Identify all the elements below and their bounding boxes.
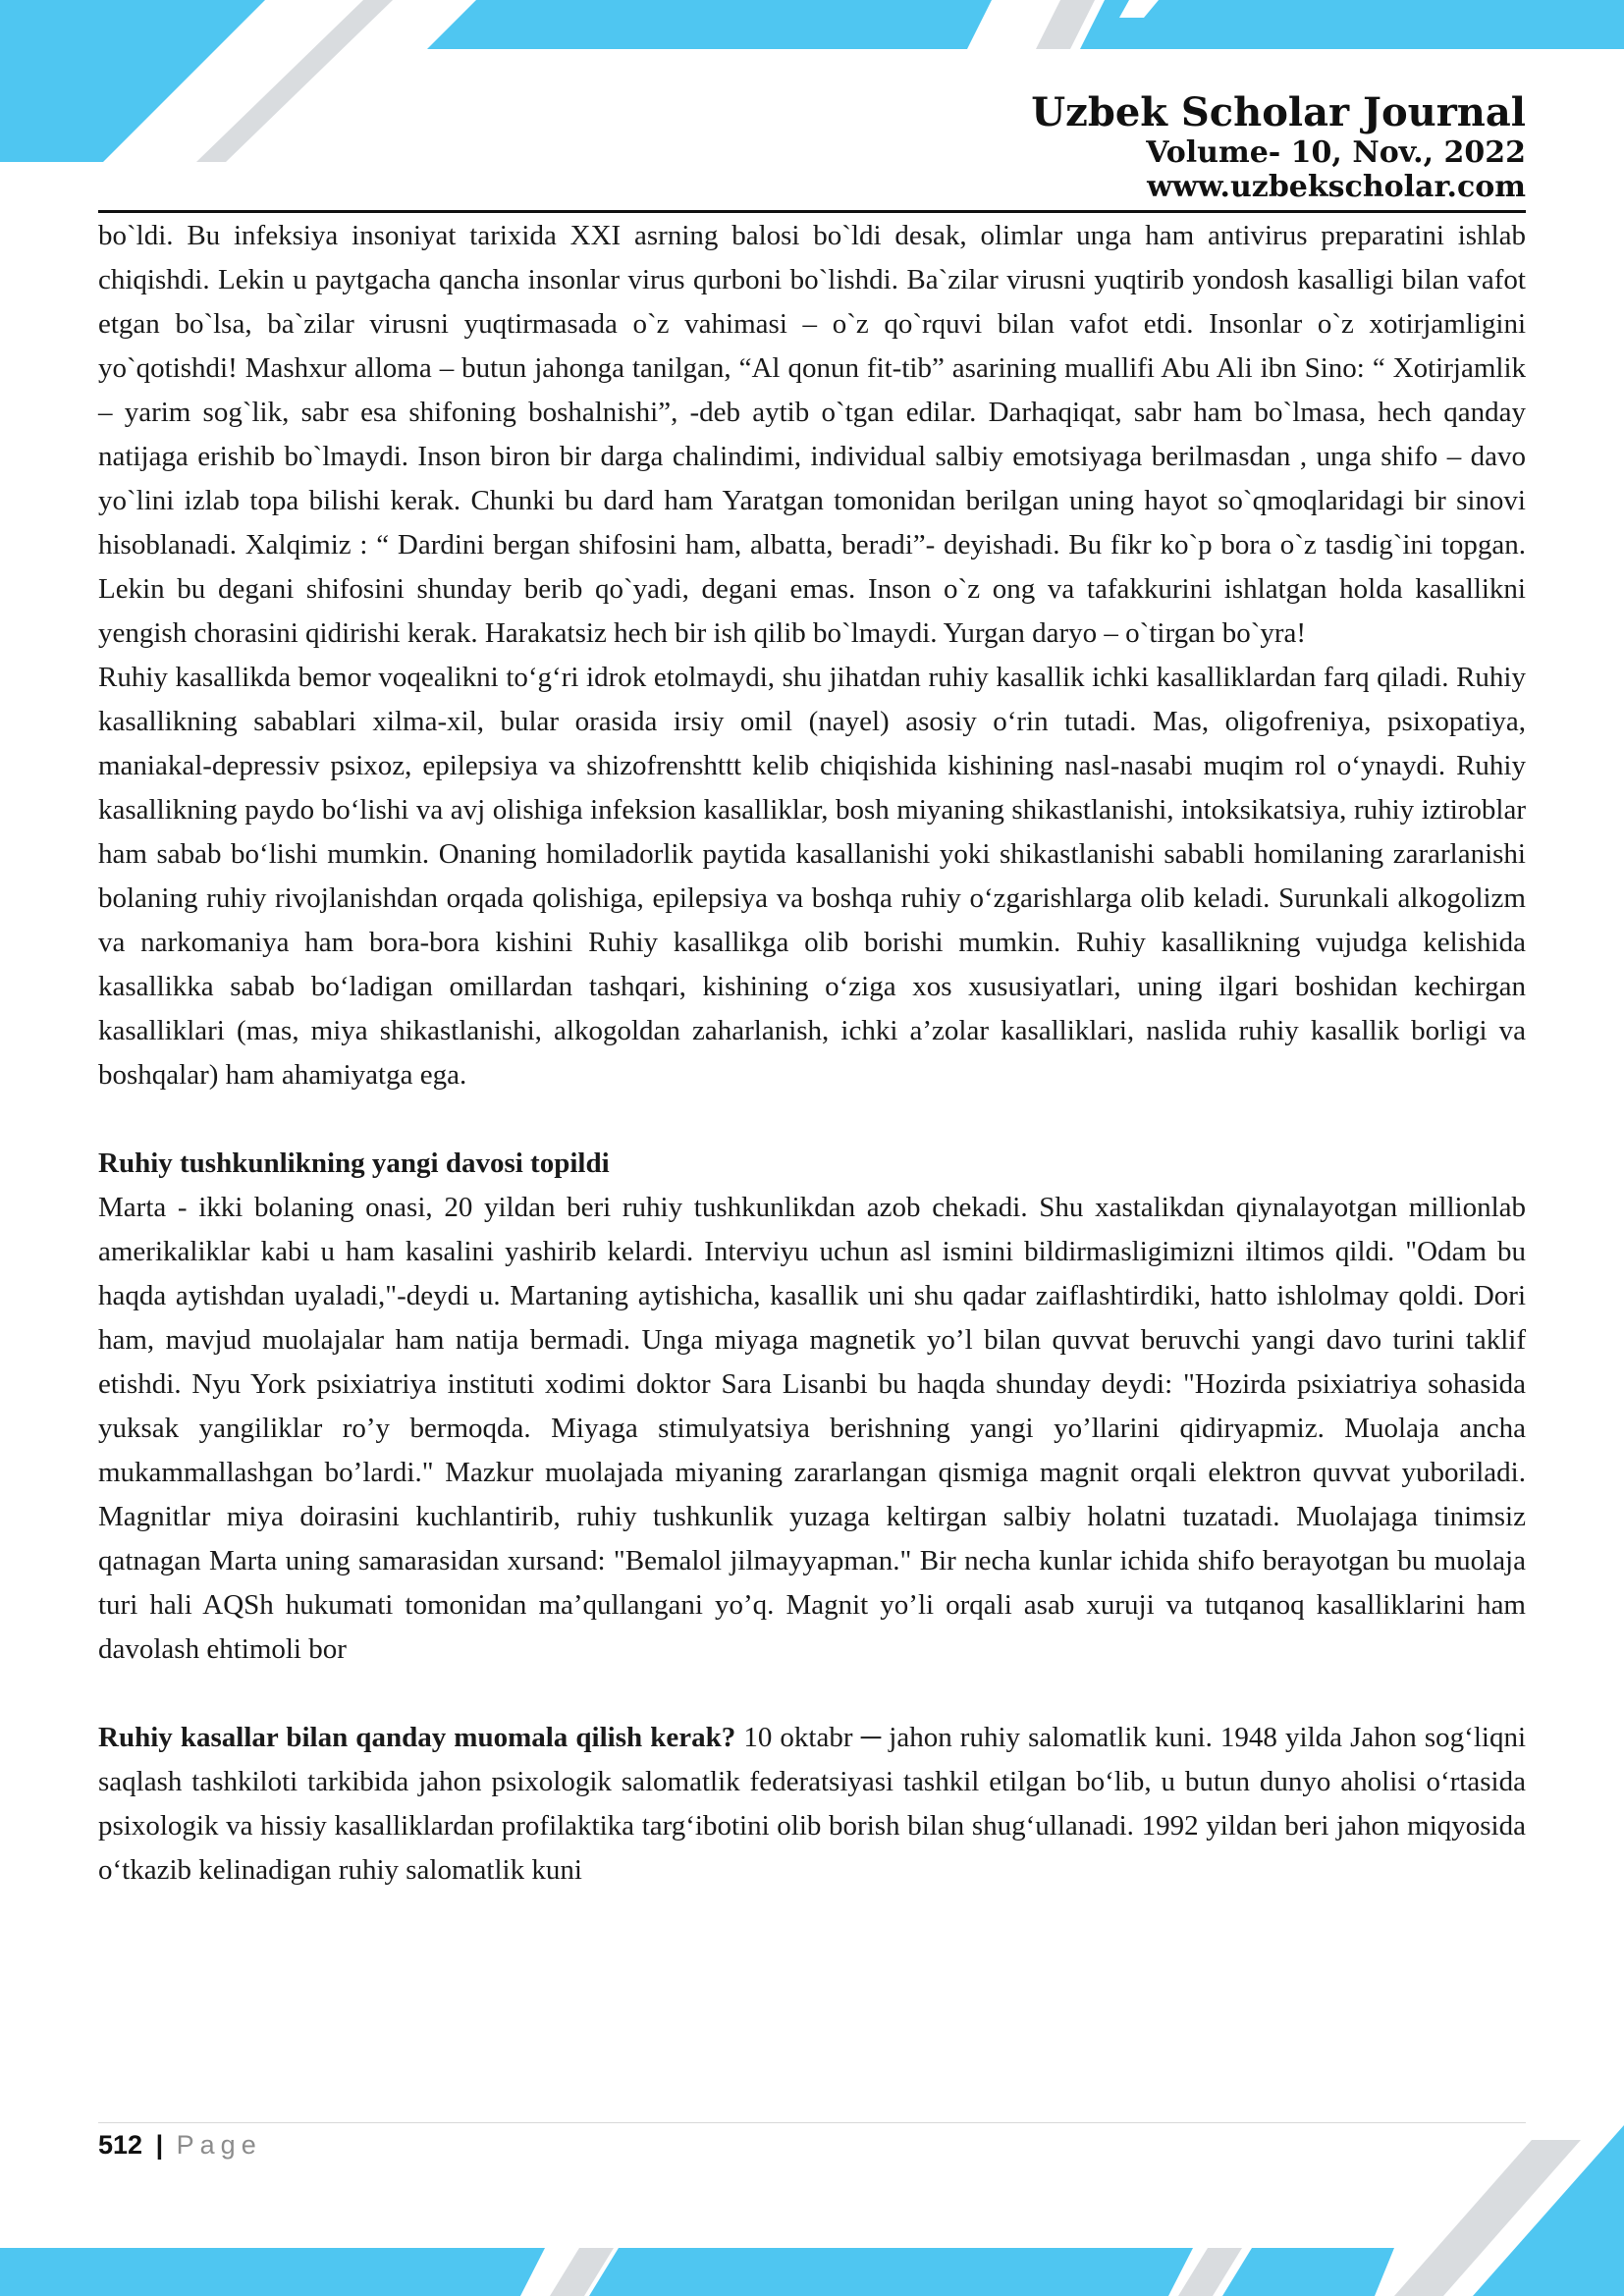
- page-number: 512: [98, 2130, 143, 2160]
- footer-divider: [98, 2122, 1526, 2123]
- paragraph-mental-illness: Ruhiy kasallikda bemor voqealikni toʻgʻri idrok etolmaydi, shu jihatdan ruhiy kasallik ichki kasalliklardan farq qiladi. Ruhiy kasallikning sabablari xilma-xil, bular orasida irsiy omil (nayel) asosiy oʻrin tutadi. Mas, oligofreniya, psixopatiya, maniakal-depressiv psixoz, epilepsiya va shizofrenshttt kelib chiqishida kishining nasl-nasabi muqim rol oʻynaydi. Ruhiy kasallikning paydo boʻlishi va avj olishiga infeksion kasalliklar, bosh miyaning shikastlanishi, intoksikatsiya, ruhiy iztiroblar ham sabab boʻlishi mumkin. Onaning homiladorlik paytida kasallanishi yoki shikastlanishi sababli homilaning zararlanishi bolaning ruhiy rivojlanishdan orqada qolishiga, epilepsiya va boshqa ruhiy oʻzgarishlarga olib keladi. Surunkali alkogolizm va narkomaniya ham bora-bora kishini Ruhiy kasallikga olib borishi mumkin. Ruhiy kasallikning vujudga kelishida kasallikka sabab boʻladigan omillardan tashqari, kishining oʻziga xos xususiyatlari, uning ilgari boshidan kechirgan kasalliklari (mas, miya shikastlanishi, alkogoldan zaharlanish, ichki aʼzolar kasalliklari, naslida ruhiy kasallik borligi va boshqalar) ham ahamiyatga ega.: [98, 662, 1526, 1091]
- header-divider: [98, 210, 1526, 213]
- section-heading-new-treatment: Ruhiy tushkunlikning yangi davosi topildi: [98, 1148, 610, 1179]
- journal-title: Uzbek Scholar Journal: [1031, 89, 1526, 135]
- page-label: Page: [176, 2130, 262, 2160]
- page-footer: [98, 2128, 262, 2162]
- journal-url[interactable]: www.uzbekscholar.com: [1147, 170, 1526, 204]
- journal-volume: Volume- 10, Nov., 2022: [1146, 135, 1526, 170]
- paragraph-new-treatment: Marta - ikki bolaning onasi, 20 yildan beri ruhiy tushkunlikdan azob chekadi. Shu xastalikdan qiynalayotgan millionlab amerikaliklar kabi u ham kasalini yashirib kelardi. Interviyu uchun asl ismini bildirmasligimizni iltimos qildi. "Odam bu haqda aytishdan uyaladi,"-deydi u. Martaning aytishicha, kasallik uni shu qadar zaiflashtirdiki, hatto ishlolmay qoldi. Dori ham, mavjud muolajalar ham natija bermadi. Unga miyaga magnetik yoʼl bilan quvvat beruvchi yangi davo turini taklif etishdi. Nyu York psixiatriya instituti xodimi doktor Sara Lisanbi bu haqda shunday deydi: "Hozirda psixiatriya sohasida yuksak yangiliklar roʼy bermoqda. Miyaga stimulyatsiya berishning yangi yoʼllarini qidiryapmiz. Muolaja ancha mukammallashgan boʼlardi." Mazkur muolajada miyaning zararlangan qismiga magnit orqali elektron quvvat yuboriladi. Magnitlar miya doirasini kuchlantirib, ruhiy tushkunlik yuzaga keltirgan salbiy holatni tuzatadi. Muolajaga tinimsiz qatnagan Marta uning samarasidan xursand: "Bemalol jilmayyapman." Bir necha kunlar ichida shifo berayotgan bu muolaja turi hali AQSh hukumati tomonidan maʼqullangani yoʼq. Magnit yoʼli orqali asab xuruji va tutqanoq kasalliklarini ham davolash ehtimoli bor: [98, 1192, 1526, 1665]
- journal-header: [1031, 90, 1526, 204]
- article-body: [98, 214, 1526, 1893]
- footer-separator: |: [155, 2130, 164, 2160]
- paragraph-how-to-treat: [98, 1716, 1526, 1893]
- paragraph-intro: bo`ldi. Bu infeksiya insoniyat tarixida XXI asrning balosi bo`ldi desak, olimlar unga ham antivirus preparatini ishlab chiqishdi. Lekin u paytgacha qancha insonlar virus qurboni bo`lishdi. Ba`zilar virusni yuqtirib yondosh kasalligi bilan vafot etgan bo`lsa, ba`zilar virusni yuqtirmasada o`z vahimasi – o`z qo`rquvi bilan vafot etdi. Insonlar o`z xotirjamligini yo`qotishdi! Mashxur alloma – butun jahonga tanilgan, “Al qonun fit-tib” asarining muallifi Abu Ali ibn Sino: “ Xotirjamlik – yarim sog`lik, sabr esa shifoning boshalnishi”, -deb aytib o`tgan edilar. Darhaqiqat, sabr ham bo`lmasa, hech qanday natijaga erishib bo`lmaydi. Inson biron bir darga chalindimi, individual salbiy emotsiyaga berilmasdan , unga shifo – davo yo`lini izlab topa bilishi kerak. Chunki bu dard ham Yaratgan tomonidan berilgan uning hayot so`qmoqlaridagi bir sinovi hisoblanadi. Xalqimiz : “ Dardini bergan shifosini ham, albatta, beradi”- deyishadi. Bu fikr ko`p bora o`z tasdig`ini topgan. Lekin bu degani shifosini shunday berib qo`yadi, degani emas. Inson o`z ong va tafakkurini ishlatgan holda kasallikni yengish chorasini qidirishi kerak. Harakatsiz hech bir ish qilib bo`lmaydi. Yurgan daryo – o`tirgan bo`yra!: [98, 220, 1526, 649]
- paragraph-how-to-treat-text: 10 oktabr ─ jahon ruhiy salomatlik kuni. 1948 yilda Jahon sogʻliqni saqlash tashkiloti tarkibida jahon psixologik salomatlik federatsiyasi tashkil etilgan boʻlib, u butun dunyo aholisi oʻrtasida psixologik va hissiy kasalliklardan profilaktika targʻibotini olib borish bilan shugʻullanadi. 1992 yildan beri jahon miqyosida oʻtkazib kelinadigan ruhiy salomatlik kuni: [98, 1722, 1526, 1886]
- inline-heading-how-to-treat: Ruhiy kasallar bilan qanday muomala qilish kerak?: [98, 1722, 736, 1753]
